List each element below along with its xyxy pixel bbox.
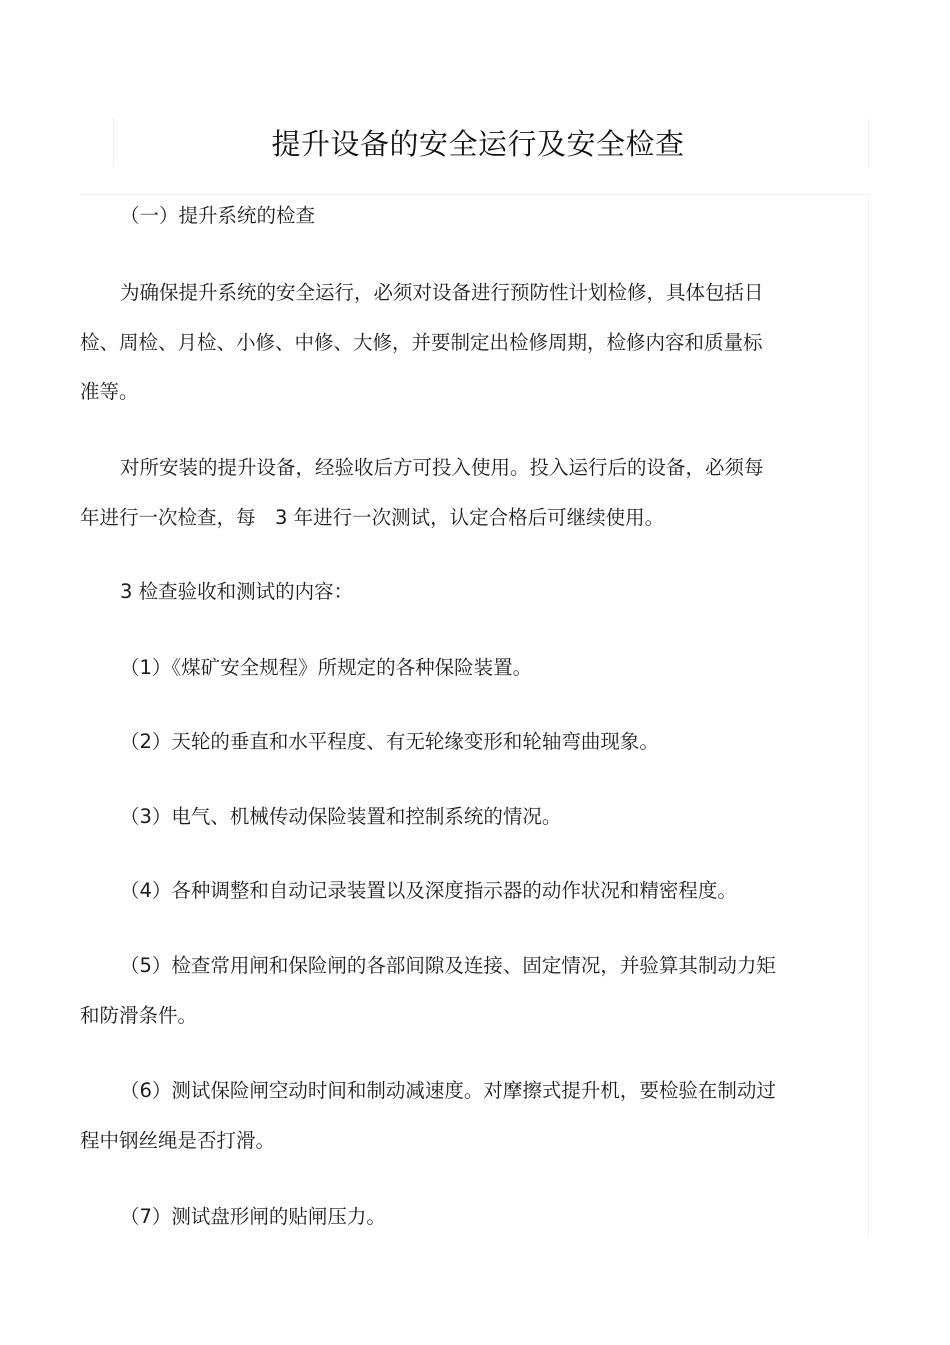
paragraph-line: 准等。 — [80, 380, 139, 403]
list-item-text: （7）测试盘形闸的贴闸压力。 — [120, 1205, 386, 1228]
section-heading-text: （一）提升系统的检查 — [120, 204, 316, 227]
paragraph-line: 对所安装的提升设备，经验收后方可投入使用。投入运行后的设备，必须每 — [120, 456, 764, 479]
list-item — [80, 1192, 825, 1242]
paragraph-line: 3 检查验收和测试的内容： — [120, 580, 354, 603]
list-item — [80, 643, 825, 693]
list-item-text: （5）检查常用闸和保险闸的各部间隙及连接、固定情况，并验算其制动力矩 — [120, 954, 776, 977]
paragraph-line: 年进行一次检查，每 3 年进行一次测试，认定合格后可继续使用。 — [80, 505, 665, 529]
list-item — [80, 792, 825, 842]
list-item-text: 程中钢丝绳是否打滑。 — [80, 1128, 276, 1152]
list-item-text: 和防滑条件。 — [80, 1003, 198, 1027]
list-item — [80, 866, 825, 916]
list-item-text: （2）天轮的垂直和水平程度、有无轮缘变形和轮轴弯曲现象。 — [120, 730, 659, 753]
paragraph-maintenance — [80, 268, 825, 417]
list-item-text: （6）测试保险闸空动时间和制动减速度。对摩擦式提升机，要检验在制动过 — [120, 1079, 776, 1102]
paragraph-line: 为确保提升系统的安全运行，必须对设备进行预防性计划检修，具体包括日 — [120, 281, 764, 304]
divider-line — [868, 196, 869, 1236]
paragraph-inspection — [80, 443, 825, 542]
list-item — [80, 941, 825, 1040]
paragraph-line: 检、周检、月检、小修、中修、大修，并要制定出检修周期，检修内容和质量标 — [80, 330, 763, 354]
list-item-text: （3）电气、机械传动保险装置和控制系统的情况。 — [120, 805, 562, 828]
list-item — [80, 717, 825, 767]
list-item-text: （4）各种调整和自动记录装置以及深度指示器的动作状况和精密程度。 — [120, 879, 737, 902]
section-heading — [80, 191, 825, 241]
list-item — [80, 1066, 825, 1165]
page-title: 提升设备的安全运行及安全检查 — [271, 127, 685, 161]
list-item-text: （1）《煤矿安全规程》所规定的各种保险装置。 — [120, 656, 533, 679]
paragraph-contents-heading — [80, 567, 825, 617]
